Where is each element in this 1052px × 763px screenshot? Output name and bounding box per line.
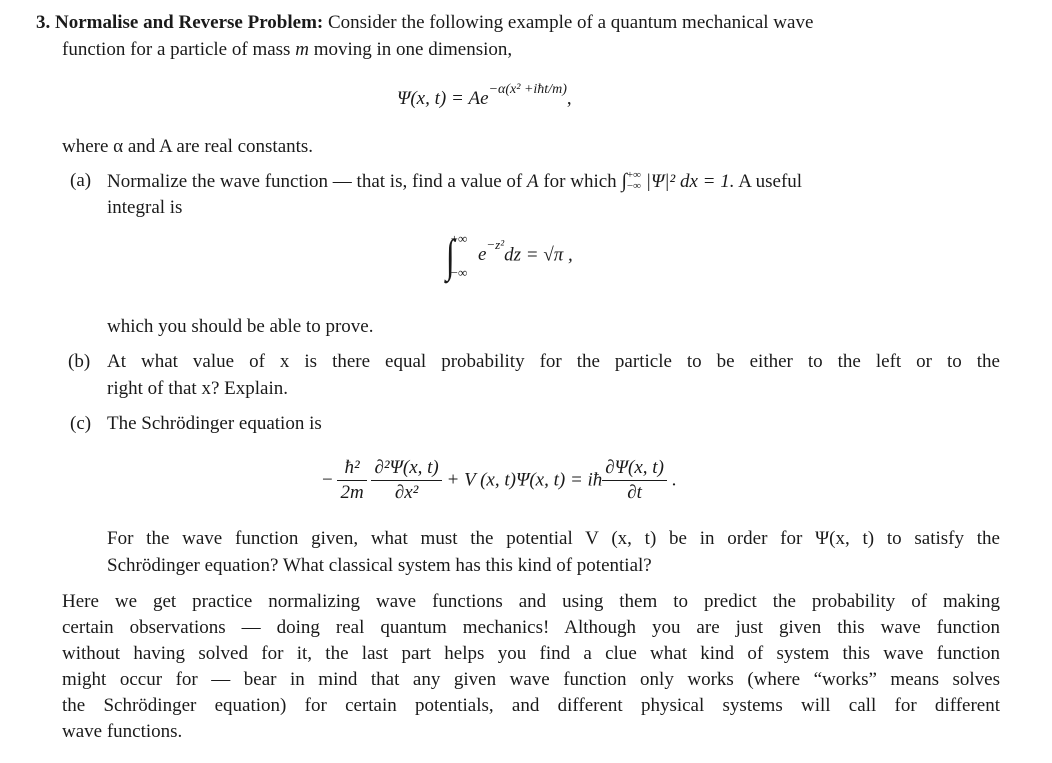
part-a-label: (a)	[70, 170, 92, 191]
part-c-label: (c)	[70, 413, 92, 434]
part-a-text-c: A useful	[738, 171, 803, 192]
gauss-e: e	[477, 244, 487, 266]
problem-intro-line1: Consider the following example of a quantum mechanical wave	[327, 12, 814, 33]
where-line: where α and A are real constants.	[62, 136, 314, 157]
commentary-line3: without having solved for it, the last part helps you find a clue what kind of system this wave function	[62, 643, 1000, 664]
commentary-line5: the Schrödinger equation) for certain potentials, and different physical systems will call for different	[62, 695, 1000, 716]
eq-fraction-hbar	[337, 457, 366, 504]
part-a-text-b: for which	[543, 171, 617, 192]
wave-eq-lhs: Ψ(x, t) = Ae	[397, 88, 489, 109]
prove-line: which you should be able to prove.	[107, 316, 374, 337]
part-c-after-line1: For the wave function given, what must the potential V (x, t) be in order for Ψ(x, t) to satisfy the	[107, 528, 1000, 549]
eq-fraction-d2psi	[371, 457, 441, 504]
commentary-line6: wave functions.	[62, 721, 183, 742]
gauss-lower-limit: −∞	[450, 265, 468, 280]
wave-eq-exponent: −α(x² +iħt/m)	[488, 81, 567, 97]
constant-A: A	[526, 171, 539, 192]
wave-function-equation	[397, 81, 572, 112]
norm-integral	[621, 168, 738, 192]
wave-eq-end: ,	[566, 88, 572, 109]
frac3-num: ∂Ψ(x, t)	[602, 457, 667, 481]
gauss-rest: dz = √π ,	[504, 244, 573, 266]
eq-minus: −	[322, 469, 333, 491]
mass-symbol: m	[295, 39, 309, 60]
commentary-line2: certain observations — doing real quantum mechanics! Although you are just given this wave function	[62, 617, 1000, 638]
intro-text-a: function for a particle of mass	[62, 39, 291, 60]
problem-header	[36, 10, 1001, 36]
frac1-den: 2m	[340, 482, 364, 503]
gauss-upper-limit: +∞	[450, 231, 468, 246]
big-integral-sign: ∫	[445, 230, 455, 281]
norm-upper-limit: +∞	[626, 168, 641, 181]
problem-number: 3.	[36, 12, 51, 33]
frac1-num: ħ²	[337, 457, 366, 481]
frac2-num: ∂²Ψ(x, t)	[371, 457, 441, 481]
part-b-label: (b)	[68, 351, 91, 372]
intro-text-b: moving in one dimension,	[313, 39, 513, 60]
norm-integrand: |Ψ|² dx = 1.	[645, 171, 735, 192]
commentary-line1: Here we get practice normalizing wave functions and using them to predict the probability of making	[62, 591, 1000, 612]
commentary-line4: might occur for — bear in mind that any given wave function only works (where “works” means solves	[62, 669, 1000, 690]
gaussian-integral	[444, 232, 573, 280]
norm-lower-limit: −∞	[626, 179, 641, 192]
part-c-after-line2: Schrödinger equation? What classical system has this kind of potential?	[107, 555, 652, 576]
part-c-line1: The Schrödinger equation is	[107, 413, 322, 434]
integral-sign: ∫	[621, 170, 627, 192]
part-b-line1: At what value of x is there equal probability for the particle to be either to the left or to the	[107, 351, 1000, 372]
eq-fraction-dpsi	[602, 457, 667, 504]
frac3-den: ∂t	[627, 482, 642, 503]
gauss-exponent: −z²	[486, 237, 505, 253]
part-a-line2: integral is	[107, 197, 183, 218]
part-a-line1	[107, 168, 1000, 195]
problem-title: Normalise and Reverse Problem:	[55, 12, 324, 33]
part-a-text-a: Normalize the wave function — that is, find a value of	[107, 171, 523, 192]
eq-end: .	[671, 469, 677, 491]
schrodinger-equation	[322, 457, 676, 504]
frac2-den: ∂x²	[394, 482, 419, 503]
problem-intro-line2	[62, 37, 1002, 63]
part-b-line2: right of that x? Explain.	[107, 378, 288, 399]
eq-middle: + V (x, t)Ψ(x, t) = iħ	[446, 469, 603, 491]
